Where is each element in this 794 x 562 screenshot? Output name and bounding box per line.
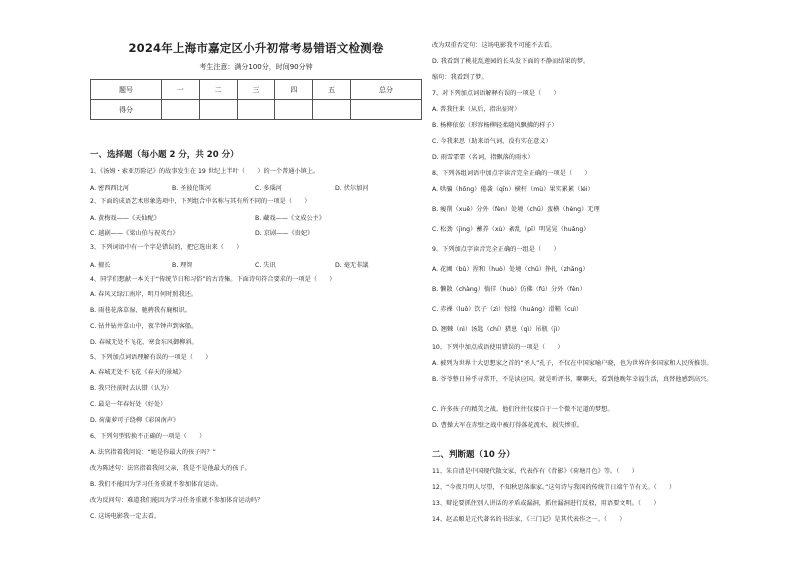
option[interactable]: A. 法官指着我问说：“她是你最大的孩子吗？” bbox=[90, 449, 216, 456]
option[interactable]: B. 藏戏——《文成公主》 bbox=[255, 215, 326, 222]
question-stem: 9、下列加点字读音完全正确的一组是（ ） bbox=[432, 246, 560, 253]
question-stem: 5、下列加点词语理解有误的一项是（ ） bbox=[90, 354, 212, 361]
question-stem: 3、下列词语中有一个字是错误的，把它选出来（ ） bbox=[90, 244, 243, 251]
table-cell: 四 bbox=[275, 80, 313, 100]
option-detail: 改为反问句：难道我们能因为学习任务重就不参加体育运动吗？ bbox=[90, 497, 264, 504]
option[interactable]: B. 我们不能因为学习任务重就不参加体育运动。 bbox=[90, 481, 222, 488]
option[interactable]: A. 花圃（bǔ）捏和（huò）处境（chǔ）挣扎（zhāng） bbox=[432, 266, 589, 273]
option[interactable]: A. 擅长 bbox=[90, 262, 111, 269]
table-row bbox=[91, 100, 422, 120]
option[interactable]: A. 被列为世界十大思想家之首的“圣人”孔子，不仅在中国家喻户晓，也为世界许多国家和人民所推崇。 bbox=[432, 360, 713, 367]
option[interactable]: D. 伏尔加河 bbox=[335, 185, 369, 192]
score-input[interactable] bbox=[161, 100, 199, 120]
option[interactable]: D. 翘棘（nì）汤匙（chí）猎息（qì）吊瓶（jì） bbox=[432, 326, 564, 333]
option[interactable]: B. 懒散（chàng）徜徉（huò）仿佛（fú）分外（fèn） bbox=[432, 286, 586, 293]
judgement-item[interactable]: 11、朱自清是中国现代散文家，代表作有《背影》《荷塘月色》等。（ ） bbox=[432, 468, 638, 475]
option[interactable]: C. 越剧——《梁山伯与祝英台》 bbox=[90, 230, 179, 237]
option[interactable]: C. 许多孩子的精美之战，他们往往仅接自于一个微不足道的梦想。 bbox=[432, 406, 614, 413]
question-stem: 2、下面的成语艺术形象选项中，下列组合中名称与其有所不同的一项是（ ） bbox=[90, 198, 311, 205]
option[interactable]: D. 我看到了桃花乱莲园的长头发下面的不静而结果的梦。 bbox=[432, 58, 590, 65]
option-detail: 缩句：我看到了梦。 bbox=[432, 74, 488, 81]
option[interactable]: D. 毫无非議 bbox=[335, 262, 369, 269]
option[interactable]: D. 荷蒲萝可子绕柳《彩国南声》 bbox=[90, 417, 180, 424]
question-stem: 7、对下列加点词语解释有误的一项是（ ） bbox=[432, 90, 560, 97]
table-cell: 题号 bbox=[91, 80, 162, 100]
option[interactable]: D. 雨雪霏霏（名词，指飘落的雨水） bbox=[432, 154, 534, 161]
option[interactable]: B. 我只往前时去认错（认为） bbox=[90, 385, 173, 392]
question-stem: 1、《汤姆・索亚历险记》的故事发生在 19 世纪上半叶（ ）的一个普通小镇上。 bbox=[90, 168, 320, 175]
option[interactable]: A. 哄骗（hōng）倦袭（qīn）横杆（mù）果实累累（léi） bbox=[432, 186, 594, 193]
option[interactable]: B. 瘦削（xuē）分外（fèn）处境（chǔ）蛮横（hèng）无理 bbox=[432, 206, 600, 213]
option[interactable]: B. 杨柳依依（形容杨柳轻柔随风飘拂的样子） bbox=[432, 122, 558, 129]
option[interactable]: A. 黄梅戏——《天仙配》 bbox=[90, 215, 160, 222]
option[interactable]: C. 松劲（jìng）蓄养（xù）紊乱（pī）明晃晃（huǎng） bbox=[432, 226, 590, 233]
option[interactable]: D. 京剧——《贵妃》 bbox=[255, 230, 314, 237]
judgement-item[interactable]: 13、辩论要抓住别人讲话的矛盾或漏洞，抓住漏洞进行反驳，用语要文明。（ ） bbox=[432, 500, 660, 507]
score-input[interactable] bbox=[275, 100, 313, 120]
question-stem: 8、下列各组词语中加点字读音完全正确的一项是（ ） bbox=[432, 170, 591, 177]
option[interactable]: B. 圣彼伦斯河 bbox=[172, 185, 212, 192]
question-stem: 4、同学们想献一本关于“传统节日和习俗”的古诗集。下面诗句符合要求的一项是（ ） bbox=[90, 276, 336, 283]
option[interactable]: A. 春风又绿江南岸，明月何时照我还。 bbox=[90, 291, 198, 298]
option[interactable]: C. 多瑙河 bbox=[255, 185, 282, 192]
option[interactable]: A. 普我往来（从后，指出征时） bbox=[432, 106, 521, 113]
score-input[interactable] bbox=[351, 100, 422, 120]
option[interactable]: D. 春城无处不飞花，寒食东风御柳斜。 bbox=[90, 339, 198, 346]
table-cell: 得分 bbox=[91, 100, 162, 120]
option[interactable]: A. 密西西比河 bbox=[90, 185, 129, 192]
question-stem: 10、下列中加点成语使用错误的一项是（ ） bbox=[432, 344, 564, 351]
option[interactable]: B. 雨巷花落草湿，驰骋我有鹿相识。 bbox=[90, 307, 191, 314]
option[interactable]: C. 赤裸（luǒ）饮子（zì）惊惶（huáng）滑鞘（cuì） bbox=[432, 306, 583, 313]
page-title: 2024年上海市嘉定区小升初常考易错语文检测卷 bbox=[128, 41, 384, 55]
section-heading: 二、判断题（10 分） bbox=[432, 450, 515, 460]
option[interactable]: C. 今我来思（助来语气词，没有实在意义） bbox=[432, 138, 552, 145]
option[interactable]: C. 钻井钻井草山中，夜半钟声到客船。 bbox=[90, 323, 198, 330]
option[interactable]: C. 最是一年春好处（好处） bbox=[90, 401, 167, 408]
section-heading: 一、选择题（每小题 2 分，共 20 分） bbox=[90, 150, 239, 160]
question-stem: 6、下列句型转换不正确的一项是（ ） bbox=[90, 433, 206, 440]
option[interactable]: D. 曹操大军在赤壁之战中被打得落花流水，损失惨重。 bbox=[432, 422, 584, 429]
table-cell: 一 bbox=[161, 80, 199, 100]
score-input[interactable] bbox=[237, 100, 275, 120]
table-row bbox=[91, 80, 422, 100]
option[interactable]: A. 春城无处不飞花《春天的景城》 bbox=[90, 369, 185, 376]
judgement-item[interactable]: 14、赵孟頫是元代著名的书法家，《三门记》是其代表作之一。（ ） bbox=[432, 516, 626, 523]
judgement-item[interactable]: 12、“今夜月明人尽望，不知秋思落谁家。”这句诗与我国的传统节日端午节有关。（ ） bbox=[432, 484, 676, 491]
option-detail: 改为双重否定句：这场电影我不可能不去看。 bbox=[432, 42, 556, 49]
score-table bbox=[90, 79, 422, 120]
table-cell: 三 bbox=[237, 80, 275, 100]
option[interactable]: B. 理智 bbox=[172, 262, 193, 269]
option-detail: 改为陈述句：法官指着我问父亲，我是不是他最大的孩子。 bbox=[90, 465, 251, 472]
option[interactable]: C. 这场电影我一定去看。 bbox=[90, 513, 161, 520]
option[interactable]: B. 爷爷整日异乎寻常开，不是读应国，就是听评书，聊聊天，看到他晚年幸福生活，真替他感到高兴。 bbox=[432, 376, 713, 383]
score-input[interactable] bbox=[313, 100, 351, 120]
score-input[interactable] bbox=[199, 100, 237, 120]
option[interactable]: C. 失讯 bbox=[255, 262, 276, 269]
table-cell: 二 bbox=[199, 80, 237, 100]
table-cell: 总分 bbox=[351, 80, 422, 100]
table-cell: 五 bbox=[313, 80, 351, 100]
exam-notice: 考生注意：满分100分，时间90分钟 bbox=[199, 63, 313, 71]
